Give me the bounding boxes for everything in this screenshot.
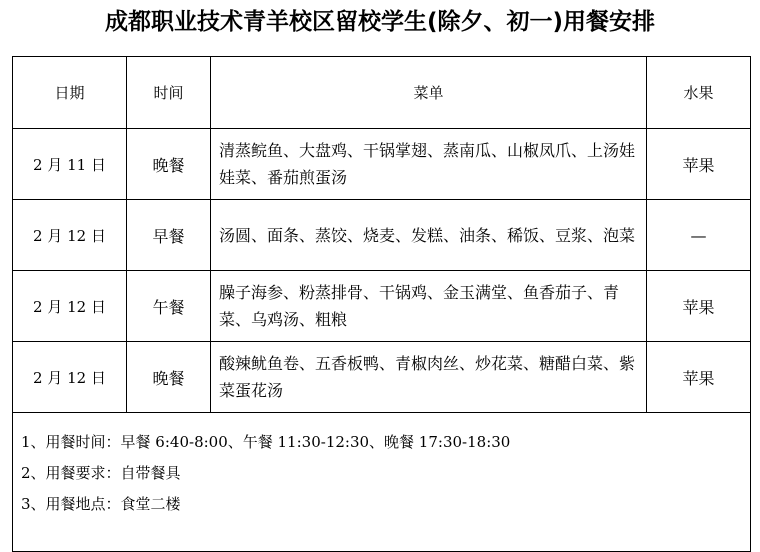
fruit-cell: 苹果 — [647, 342, 751, 413]
fruit-cell: — — [647, 200, 751, 271]
meal-time-cell: 早餐 — [127, 200, 211, 271]
date-cell: 2 月 11 日 — [13, 129, 127, 200]
fruit-cell: 苹果 — [647, 271, 751, 342]
table-header-row — [13, 57, 751, 129]
fruit-cell: 苹果 — [647, 129, 751, 200]
meal-schedule-table — [12, 56, 751, 552]
menu-cell: 酸辣鱿鱼卷、五香板鸭、青椒肉丝、炒花菜、糖醋白菜、紫菜蛋花汤 — [211, 342, 647, 413]
menu-cell: 汤圆、面条、蒸饺、烧麦、发糕、油条、稀饭、豆浆、泡菜 — [211, 200, 647, 271]
header-fruit: 水果 — [647, 57, 751, 129]
meal-time-cell: 晚餐 — [127, 342, 211, 413]
date-cell: 2 月 12 日 — [13, 271, 127, 342]
note-location: 3、用餐地点：食堂二楼 — [21, 495, 181, 513]
menu-cell: 臊子海参、粉蒸排骨、干锅鸡、金玉满堂、鱼香茄子、青菜、乌鸡汤、粗粮 — [211, 271, 647, 342]
header-date: 日期 — [13, 57, 127, 129]
note-meal-times: 1、用餐时间：早餐 6:40-8:00、午餐 11:30-12:30、晚餐 17:30-18:30 — [21, 433, 511, 451]
table-row — [13, 200, 751, 271]
date-cell: 2 月 12 日 — [13, 342, 127, 413]
header-menu: 菜单 — [211, 57, 647, 129]
page-title: 成都职业技术青羊校区留校学生(除夕、初一)用餐安排 — [104, 9, 656, 35]
table-row — [13, 271, 751, 342]
menu-cell: 清蒸鲩鱼、大盘鸡、干锅掌翅、蒸南瓜、山椒凤爪、上汤娃娃菜、番茄煎蛋汤 — [211, 129, 647, 200]
header-time: 时间 — [127, 57, 211, 129]
meal-time-cell: 午餐 — [127, 271, 211, 342]
notes-row — [13, 413, 751, 552]
note-utensils: 2、用餐要求：自带餐具 — [21, 464, 181, 482]
table-row — [13, 129, 751, 200]
table-row — [13, 342, 751, 413]
date-cell: 2 月 12 日 — [13, 200, 127, 271]
meal-time-cell: 晚餐 — [127, 129, 211, 200]
notes-cell — [13, 413, 751, 552]
